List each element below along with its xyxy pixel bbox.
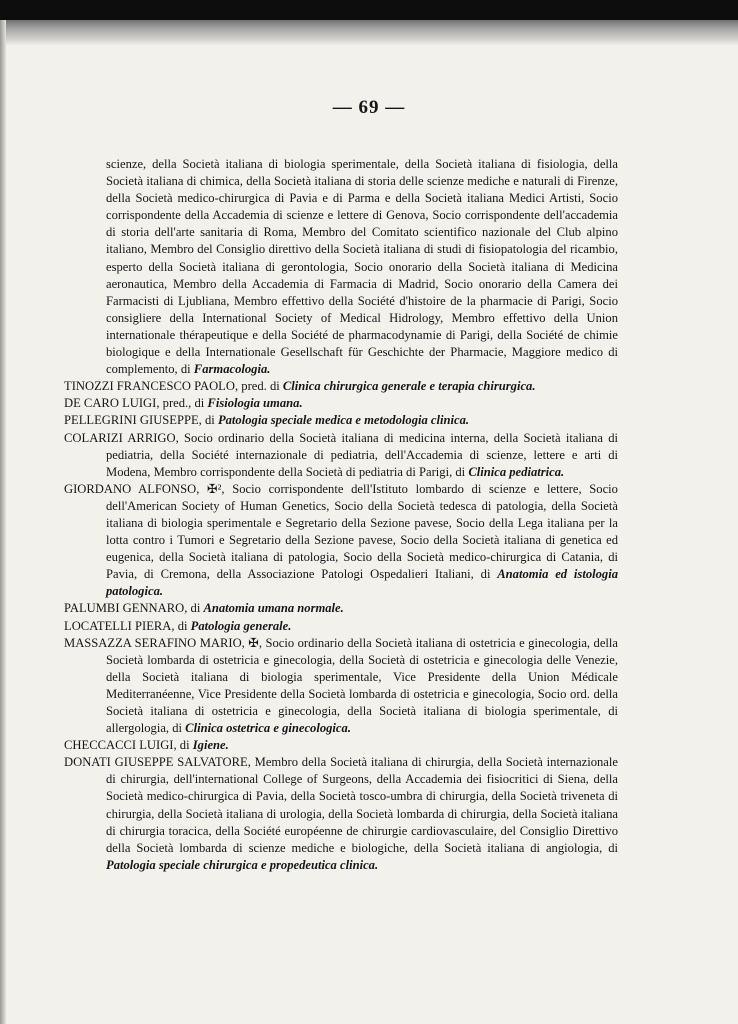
entry-name: LOCATELLI PIERA,	[64, 618, 175, 633]
entry-text: pred., di	[159, 396, 208, 411]
page-body	[64, 156, 618, 874]
entry-name: MASSAZZA SERAFINO MARIO,	[64, 635, 245, 650]
entry-name: GIORDANO ALFONSO,	[64, 481, 200, 496]
entry-donati	[64, 754, 618, 874]
entry-subject: Patologia generale.	[190, 618, 292, 633]
entry-subject: Anatomia ed istologia patologica.	[106, 567, 619, 599]
entry-text: ✠², Socio corrispondente dell'Istituto lombardo di scienze e lettere, Socio dell'American Society of Human Genetics, Socio della Società tedesca di patologia, della Società italiana di biologia sperimentale e Segretario della Sezione pavese, Socio della Lega italiana per la lotta contro i Tumori e Segretario della Sezione pavese, Socio della Società italiana di genetica ed eugenica, della Società italiana di patologia, Socio della Società medico-chirurgica di Catania, di Pavia, di Cremona, della Associazione Patologi Ospedalieri Italiani, di	[106, 481, 618, 582]
entry-text: ✠, Socio ordinario della Società italiana di ostetricia e ginecologia, della Società lombarda di ostetricia e ginecologia, della Società di ostetricia e ginecologia delle Venezie, della Società italiana di biologia sperimentale, Vice Presidente della Union Médicale Mediterranéenne, Vice Presidente della Società lombarda di ostetricia e ginecologia, Socio ord. della Società italiana di ostetricia e ginecologia, della Società italiana di biologia sperimentale, di allergologia, di	[106, 635, 619, 736]
entry-name: COLARIZI ARRIGO,	[64, 430, 179, 445]
entry-subject: Igiene.	[192, 738, 229, 753]
entry-pellegrini	[64, 412, 618, 429]
entry-name: DE CARO LUIGI,	[64, 396, 160, 411]
continuation-paragraph	[64, 156, 618, 378]
entry-locatelli	[64, 618, 618, 635]
entry-subject: Anatomia umana normale.	[203, 601, 344, 616]
entry-name: CHECCACCI LUIGI,	[64, 738, 177, 753]
entry-text: di	[176, 738, 193, 753]
entry-subject: Patologia speciale medica e metodologia clinica.	[217, 413, 470, 428]
entry-text: di	[201, 413, 218, 428]
entry-palumbi	[64, 600, 618, 617]
entry-giordano	[64, 481, 618, 601]
entry-tinozzi	[64, 378, 618, 395]
entry-text: di	[174, 618, 191, 633]
continuation-subject: Farmacologia.	[193, 362, 271, 377]
entry-name: PELLEGRINI GIUSEPPE,	[64, 413, 202, 428]
entry-name: DONATI GIUSEPPE SALVATORE,	[64, 755, 251, 770]
entry-text: di	[187, 601, 204, 616]
scan-left-edge	[0, 20, 6, 1024]
page-number: — 69 —	[332, 97, 406, 118]
entry-text: Membro della Società italiana di chirurgia, della Società internazionale di chirurgia, dell'international College of Surgeons, della Accademia dei fisiocritici di Siena, della Società medico-chirurgica di Pavia, della Società tosco-umbra di chirurgia, della Società triveneta di chirurgia, della Società italiana di urologia, della Società lombarda di chirurgia, della Società italiana di chirurgia toracica, della Société européenne de chirurgie cardiovasculaire, del Consiglio Direttivo della Società lombarda di scienze mediche e biologiche, della Società italiana di angiologia, di	[106, 755, 618, 855]
continuation-text: scienze, della Società italiana di biologia sperimentale, della Società italiana di fisiologia, della Società italiana di chimica, della Società italiana di storia delle scienze mediche e naturali di Firenze, della Società medico-chirurgica di Pavia e di Parma e della Società italiana Medici Artisti, Socio corrispondente della Accademia di scienze e lettere di Genova, Socio corrispondente dell'accademia di storia dell'arte sanitaria di Roma, Membro del Comitato scientifico nazionale del Club alpino italiano, Membro del Consiglio direttivo della Società italiana di studi di fisiopatologia del ricambio, esperto della Società italiana di gerontologia, Socio onorario della Società italiana di Medicina aeronautica, Membro della Accademia di Farmacia di Madrid, Socio onorario della Camera dei Farmacisti di Ljubliana, Membro effettivo della Société d'histoire de la pharmacie di Parigi, Socio consigliere della International Society of Medical Hidrology, Membro effettivo della Union internationale thérapeutique e della Société de pharmacodynamie di Parigi, della Société de chimie biologique e della Internationale Gesellschaft für Geschichte der Pharmacie, Maggiore medico di complemento, di	[106, 157, 618, 377]
entry-subject: Clinica pediatrica.	[468, 464, 565, 479]
entry-subject: Fisiologia umana.	[207, 396, 303, 411]
entry-subject: Patologia speciale chirurgica e propedeutica clinica.	[106, 857, 379, 872]
entry-subject: Clinica ostetrica e ginecologica.	[185, 721, 351, 736]
entry-checcacci	[64, 737, 618, 754]
entry-subject: Clinica chirurgica generale e terapia chirurgica.	[282, 379, 536, 394]
scan-shadow-band	[0, 20, 738, 46]
entry-name: TINOZZI FRANCESCO PAOLO,	[64, 379, 239, 394]
scan-top-border	[0, 0, 738, 20]
entry-text: pred. di	[238, 379, 283, 394]
entry-de-caro	[64, 395, 618, 412]
entry-text: Socio ordinario della Società italiana di medicina interna, della Società italiana di pediatria, della Société internazionale di pediatria, dell'Accademia di scienze, lettere e arti di Modena, Membro corrispondente della Società di pediatria di Parigi, di	[106, 430, 618, 479]
entry-colarizi	[64, 430, 618, 481]
entry-massazza	[64, 635, 618, 738]
entry-name: PALUMBI GENNARO,	[64, 601, 188, 616]
